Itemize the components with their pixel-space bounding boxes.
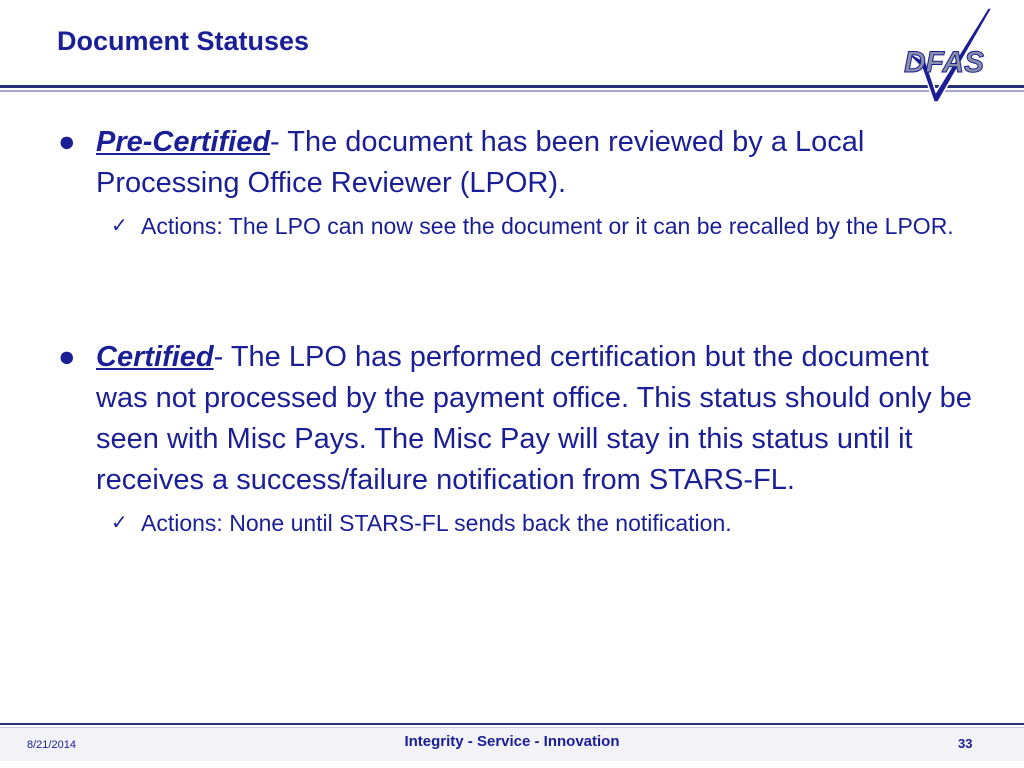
- action-text: Actions: None until STARS-FL sends back the notification.: [141, 510, 732, 536]
- footer-divider: [0, 723, 1024, 725]
- bullet-certified: [58, 337, 978, 540]
- status-term: Pre-Certified: [96, 126, 271, 158]
- action-text: Actions: The LPO can now see the document or it can be recalled by the LPOR.: [141, 213, 954, 239]
- checkmark-icon: ✓: [111, 215, 128, 237]
- status-description: - The LPO has performed certification but the document was not processed by the payment office. This status should only be seen with Misc Pays. The Misc Pay will stay in this status until it receives a success/failure notification from STARS-FL.: [96, 341, 972, 496]
- logo-text: DFAS: [904, 46, 985, 79]
- sub-bullet-row: [111, 507, 978, 540]
- sub-bullet-row: [111, 210, 978, 243]
- title-divider-shadow: [0, 90, 1024, 92]
- bullet-dot-icon: ●: [58, 341, 76, 373]
- bullet-row: [58, 337, 978, 501]
- checkmark-icon: ✓: [111, 512, 128, 534]
- page-number: 33: [958, 736, 973, 751]
- bullet-pre-certified: [58, 122, 978, 243]
- status-term: Certified: [96, 341, 214, 373]
- bullet-dot-icon: ●: [58, 126, 76, 158]
- title-divider: [0, 85, 1024, 88]
- footer-motto: Integrity - Service - Innovation: [404, 733, 620, 750]
- bullet-row: [58, 122, 978, 204]
- dfas-logo-icon: [898, 6, 994, 104]
- status-description: - The document has been reviewed by a Local Processing Office Reviewer (LPOR).: [96, 126, 865, 199]
- footer-date: 8/21/2014: [27, 739, 76, 751]
- slide-title: Document Statuses: [57, 26, 310, 56]
